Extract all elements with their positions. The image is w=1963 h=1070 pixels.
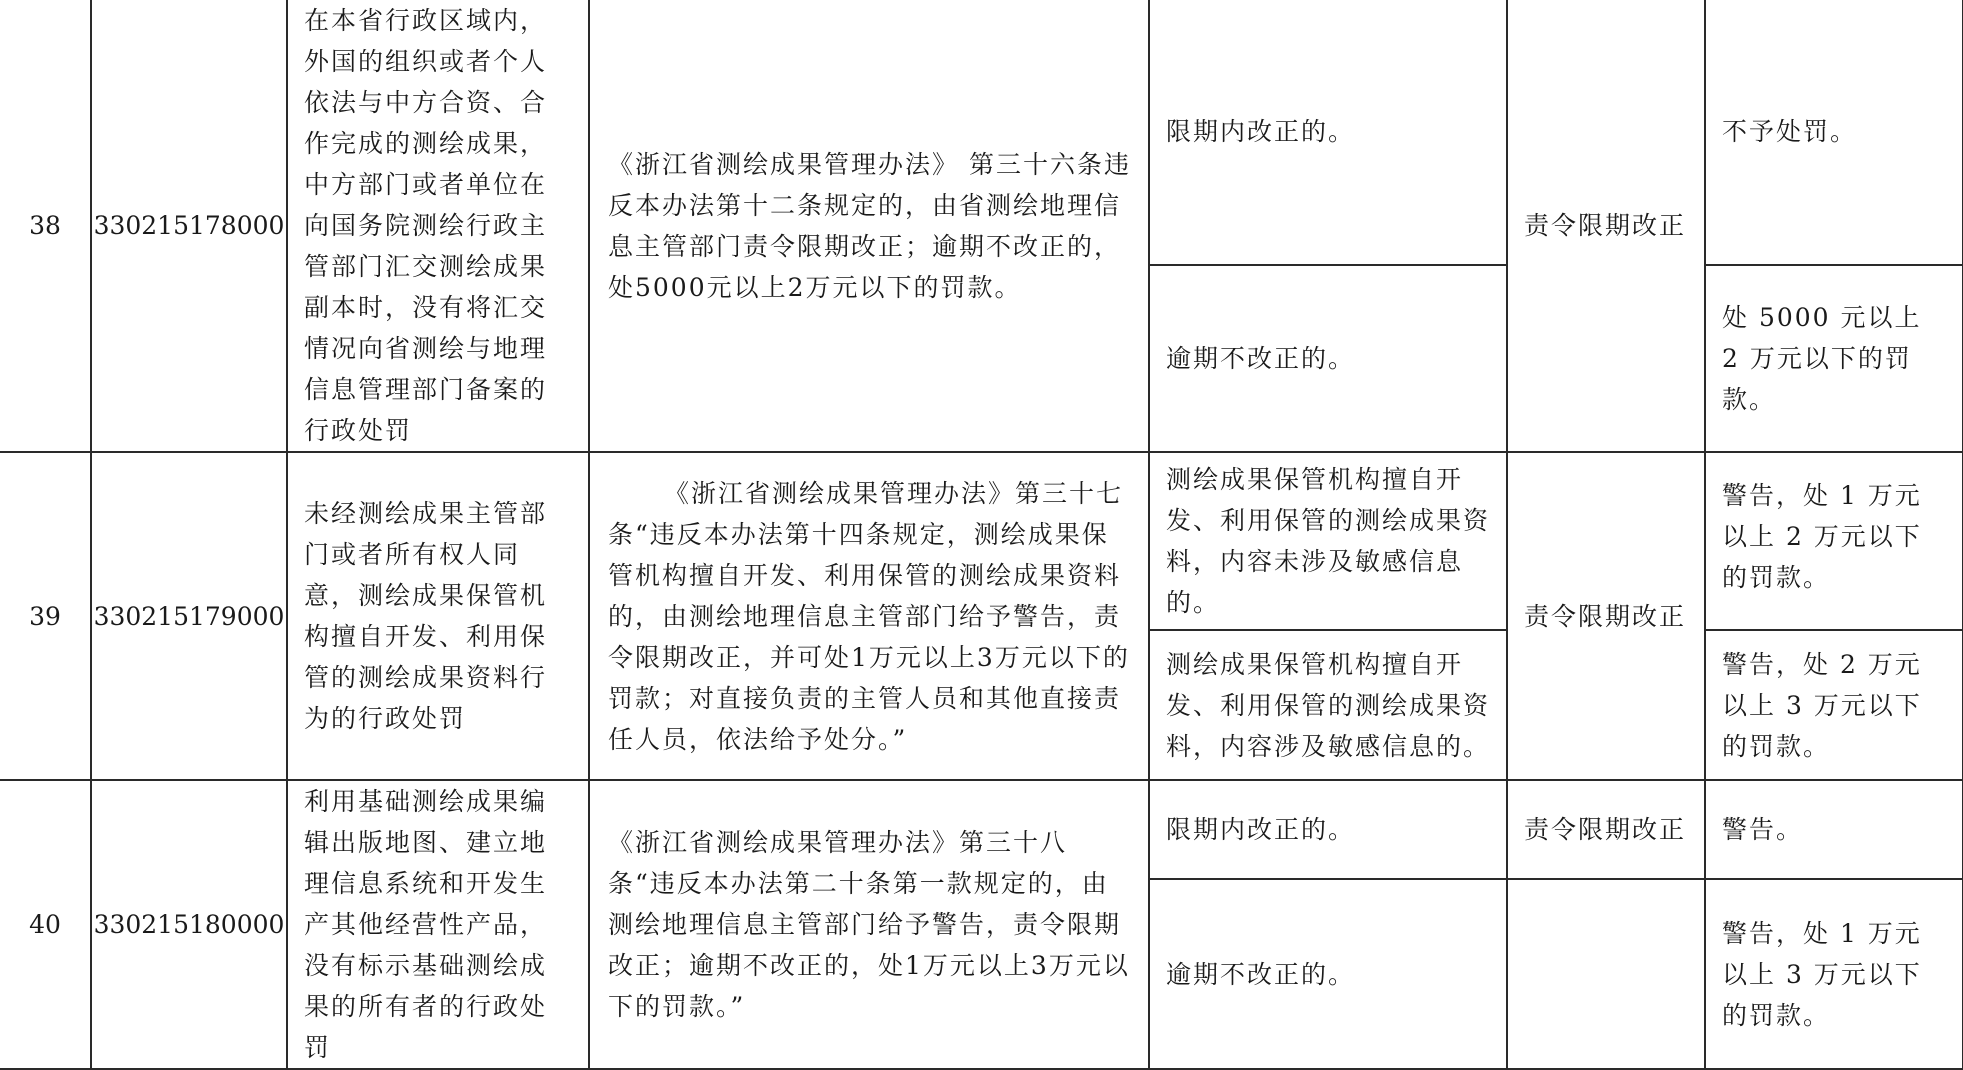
penalty-standard: 警告。 [1705,780,1963,879]
row-number: 38 [0,0,91,452]
circumstance-condition: 限期内改正的。 [1149,780,1507,879]
penalty-standard: 警告，处 2 万元以上 3 万元以下的罚款。 [1705,630,1963,780]
item-name: 利用基础测绘成果编辑出版地图、建立地理信息系统和开发生产其他经营性产品，没有标示基础测绘成果的所有者的行政处罚 [287,780,589,1069]
legal-basis [589,452,1149,780]
corrective-measure: 责令限期改正 [1507,780,1705,879]
table-row [0,780,1963,879]
circumstance-condition: 逾期不改正的。 [1149,265,1507,452]
table-row [0,452,1963,630]
item-name: 未经测绘成果主管部门或者所有权人同意，测绘成果保管机构擅自开发、利用保管的测绘成果资料行为的行政处罚 [287,452,589,780]
penalty-standard: 警告，处 1 万元以上 2 万元以下的罚款。 [1705,452,1963,630]
item-code: 330215179000 [91,452,287,780]
penalty-standard: 不予处罚。 [1705,0,1963,265]
item-name: 在本省行政区域内，外国的组织或者个人依法与中方合资、合作完成的测绘成果，中方部门或者单位在向国务院测绘行政主管部门汇交测绘成果副本时，没有将汇交情况向省测绘与地理信息管理部门备案的行政处罚 [287,0,589,452]
penalty-standard: 处 5000 元以上 2 万元以下的罚款。 [1705,265,1963,452]
table-row [0,0,1963,265]
circumstance-condition: 测绘成果保管机构擅自开发、利用保管的测绘成果资料，内容未涉及敏感信息的。 [1149,452,1507,630]
corrective-measure: 责令限期改正 [1507,452,1705,780]
corrective-measure-empty [1507,879,1705,1069]
legal-basis: 《浙江省测绘成果管理办法》第三十八条“违反本办法第二十条第一款规定的，由测绘地理信息主管部门给予警告，责令限期改正；逾期不改正的，处1万元以上3万元以下的罚款。” [589,780,1149,1069]
circumstance-condition: 测绘成果保管机构擅自开发、利用保管的测绘成果资料，内容涉及敏感信息的。 [1149,630,1507,780]
row-number: 40 [0,780,91,1069]
corrective-measure: 责令限期改正 [1507,0,1705,452]
item-code: 330215180000 [91,780,287,1069]
circumstance-condition: 限期内改正的。 [1149,0,1507,265]
penalty-standard: 警告，处 1 万元以上 3 万元以下的罚款。 [1705,879,1963,1069]
legal-basis: 《浙江省测绘成果管理办法》 第三十六条违反本办法第十二条规定的，由省测绘地理信息主管部门责令限期改正；逾期不改正的，处5000元以上2万元以下的罚款。 [589,0,1149,452]
legal-basis-text: 《浙江省测绘成果管理办法》第三十七条“违反本办法第十四条规定，测绘成果保管机构擅自开发、利用保管的测绘成果资料的，由测绘地理信息主管部门给予警告，责令限期改正，并可处1万元以上3万元以下的罚款；对直接负责的主管人员和其他直接责任人员，依法给予处分。” [608,478,1130,754]
row-number: 39 [0,452,91,780]
circumstance-condition: 逾期不改正的。 [1149,879,1507,1069]
item-code: 330215178000 [91,0,287,452]
